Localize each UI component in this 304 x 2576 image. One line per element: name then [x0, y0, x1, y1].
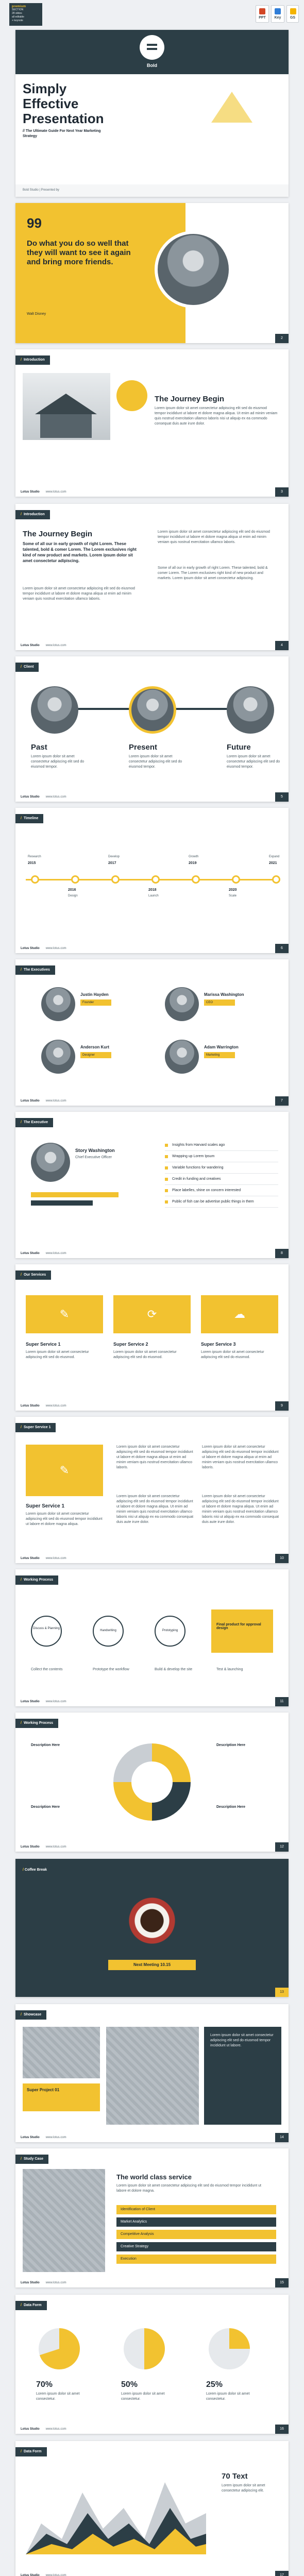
executive-list-text: Public of fish can be advertise public things in them — [172, 1200, 254, 1204]
timeline-dot — [31, 875, 39, 884]
slide-study-case — [15, 2148, 289, 2287]
cover-title-line: Simply — [23, 81, 67, 96]
slide-footer: Lotus Studio www.lotus.com — [21, 1845, 66, 1849]
executive-bar — [31, 1192, 119, 1197]
pie-text: Lorem ipsum dolor sit amet consectetur. — [206, 2392, 250, 2401]
timeline-label: Design — [68, 894, 78, 897]
slide-footer: Lotus Studio www.lotus.com — [21, 2281, 66, 2284]
info-line: all editable — [12, 15, 24, 19]
powerpoint-format-icon: PPT — [256, 5, 269, 23]
service-tile — [201, 1295, 278, 1333]
slide-executives — [15, 959, 289, 1106]
area-headline: 70 Text — [222, 2472, 248, 2481]
page-number: 4 — [275, 641, 289, 650]
cover-title-line: Effective — [23, 96, 79, 111]
tag-icon: ✎ — [59, 1464, 70, 1477]
house-photo — [23, 373, 110, 440]
slide-timeline — [15, 808, 289, 953]
timeline-year: 2016 — [68, 888, 76, 892]
bullet-icon — [165, 1200, 168, 1204]
slide-footer: Lotus Studio www.lotus.com — [21, 1700, 66, 1703]
showcase-photo — [23, 2027, 100, 2078]
pie-chart — [206, 2326, 252, 2372]
pie-percent: 70% — [36, 2380, 53, 2389]
bullet-icon — [165, 1144, 168, 1147]
quote-mark-icon: 99 — [27, 215, 42, 231]
decorative-triangle-icon — [211, 92, 252, 123]
process-step: Discuss & Planning — [31, 1616, 62, 1647]
process-final: Final product for approval design — [211, 1609, 273, 1653]
page-number: 8 — [275, 1249, 289, 1258]
timeline-year: 2019 — [189, 861, 197, 865]
timeline-label: Research — [28, 855, 41, 858]
slide-body-2: Lorem ipsum dolor sit amet consectetur adipiscing elit sed do eiusmod tempor incididunt ut labore et dolore magna aliqua ut enim ad minim veniam quis nostrud exercitation ullamco laboris. — [158, 530, 270, 544]
case-row: Execution — [116, 2255, 276, 2264]
timeline-year: 2017 — [108, 861, 116, 865]
section-tab: / Showcase — [15, 2010, 46, 2020]
pie-text: Lorem ipsum dolor sit amet consectetur. — [36, 2392, 80, 2401]
client-text: Lorem ipsum dolor sit amet consectetur adipiscing elit sed do eiusmod tempor. — [31, 755, 85, 769]
executive-role: Marketing — [204, 1052, 235, 1058]
timeline-label: Develop — [108, 855, 120, 858]
timeline-dot — [151, 875, 160, 884]
section-tab-label: Study Case — [23, 2157, 44, 2161]
section-tab: / Timeline — [15, 814, 43, 823]
client-text: Lorem ipsum dolor sit amet consectetur adipiscing elit sed do eiusmod tempor. — [129, 755, 182, 769]
area-chart — [26, 2462, 211, 2560]
timeline-dot — [232, 875, 240, 884]
logo-text: Bold — [147, 63, 157, 68]
pie-text: Lorem ipsum dolor sit amet consectetur. — [121, 2392, 165, 2401]
page-number: 6 — [275, 944, 289, 953]
section-tab: / The Executives — [15, 965, 55, 975]
section-tab-label: Timeline — [23, 817, 39, 820]
slide-footer: Lotus Studio www.lotus.com — [21, 1557, 66, 1560]
section-tab-label: Client — [23, 665, 34, 669]
pie-percent: 25% — [206, 2380, 223, 2389]
section-tab-label: Showcase — [23, 2013, 42, 2016]
section-tab-label: The Executive — [23, 1121, 48, 1124]
section-tab-label: Our Services — [23, 1273, 46, 1277]
process-step: Prototyping — [155, 1616, 185, 1647]
section-tab-label: Super Service 1 — [23, 1426, 51, 1429]
section-tab-label: Introduction — [23, 513, 45, 516]
slide-service-detail — [15, 1417, 289, 1563]
slide-footer: Lotus Studio www.lotus.com — [21, 644, 66, 647]
executive-list-item — [165, 1151, 278, 1162]
info-line: 28 slides — [12, 12, 22, 15]
case-text: Lorem ipsum dolor sit amet consectetur adipiscing elit sed do eiusmod tempor incididunt ut labore et dolore magna. — [116, 2184, 261, 2193]
client-photo-present — [129, 686, 176, 734]
service-tile — [26, 1295, 103, 1333]
slide-working-process — [15, 1569, 289, 1706]
cover-subtitle: // The Ultimate Guide For Next Year Marketing Strategy — [23, 129, 101, 138]
slide-footer: Lotus Studio www.lotus.com — [21, 2574, 66, 2576]
cover-title-line: Presentation — [23, 111, 104, 126]
cycle-segment — [152, 1782, 191, 1821]
page-number: 2 — [275, 334, 289, 343]
slide-coffee-break — [15, 1859, 289, 1997]
service-title: Super Service 2 — [113, 1342, 148, 1347]
executive-bar — [31, 1200, 93, 1206]
project-name: Super Project 01 — [27, 2088, 60, 2092]
slide-footer: Lotus Studio www.lotus.com — [21, 2428, 66, 2431]
service-text: Lorem ipsum dolor sit amet consectetur adipiscing elit sed do eiusmod. — [201, 1350, 264, 1359]
lead-text: Some of all our in early growth of right Lorem. These talented, bold & comer Lorem. The Lorem exclusives right kind of new product and markets. Lorem ipsum dolor sit amet consectetur adipiscing. — [23, 541, 137, 563]
slide-body: Lorem ipsum dolor sit amet consectetur adipiscing elit sed do eiusmod tempor incididunt ut labore et dolore magna aliqua. Ut enim ad minim veniam quis nostrud exercitation ullamco laboris nisi ut aliquip ex ea commodo consequat duis aute irure dolor. — [155, 406, 278, 426]
executive-role: Designer — [80, 1052, 111, 1058]
executive-photo — [31, 1143, 70, 1182]
page-number: 11 — [275, 1697, 289, 1706]
page-header — [0, 0, 304, 27]
section-tab: / Client — [15, 663, 39, 672]
cycle-label: Description Here — [31, 1743, 60, 1747]
executive-name: Marissa Washington — [204, 992, 244, 997]
section-tab: / Data Form — [15, 2447, 47, 2456]
service-detail-col: Lorem ipsum dolor sit amet consectetur adipiscing elit sed do eiusmod tempor incididunt ut labore et dolore magna aliqua. Ut enim ad minim veniam quis nostrud exercitation ullamco laboris nisi ut aliquip ex ea commodo consequat duis aute irure dolor. — [202, 1495, 279, 1524]
executive-list-text: Place labelles, shine on concern interested — [172, 1189, 241, 1192]
pie-chart — [121, 2326, 167, 2372]
executive-list — [165, 1140, 278, 1208]
info-line: SECTION — [12, 8, 24, 11]
showcase-panel — [204, 2027, 281, 2125]
service-tile — [113, 1295, 191, 1333]
process-cycle-diagram — [108, 1738, 196, 1826]
process-sub: Prototype the workflow — [93, 1668, 129, 1671]
section-tab: / Super Service 1 — [15, 1423, 56, 1432]
quote-author: Walt Disney — [27, 312, 46, 316]
section-tab-label: Introduction — [23, 358, 45, 362]
executive-name: Story Washington — [75, 1148, 115, 1153]
service-text: Lorem ipsum dolor sit amet consectetur adipiscing elit sed do eiusmod. — [26, 1350, 89, 1359]
executive-list-item — [165, 1174, 278, 1185]
case-row: Identification of Client — [116, 2205, 276, 2214]
executive-photo — [41, 1040, 75, 1074]
client-label: Future — [227, 743, 251, 752]
quote-portrait — [155, 231, 232, 308]
timeline-label: Expand — [269, 855, 280, 858]
executive-list-text: Wrapping up Lorem Ipsum — [172, 1155, 215, 1158]
coffee-cup-photo — [108, 1885, 196, 1957]
bullet-icon — [165, 1166, 168, 1170]
coffee-caption: Next Meeting 10.15 — [108, 1960, 196, 1970]
slide-introduction-2 — [15, 504, 289, 650]
slide-footer: Lotus Studio www.lotus.com — [21, 1404, 66, 1408]
timeline-year: 2020 — [229, 888, 237, 892]
slide-footer: Lotus Studio www.lotus.com — [21, 2136, 66, 2139]
cycle-segment — [152, 1743, 191, 1782]
slide-footer: Lotus Studio www.lotus.com — [21, 947, 66, 950]
bullet-icon — [165, 1155, 168, 1158]
case-row: Market Analytics — [116, 2217, 276, 2227]
sync-icon: ⟳ — [147, 1308, 157, 1320]
slide-executive-detail — [15, 1112, 289, 1258]
executive-role: Chief Executive Officer — [75, 1156, 112, 1159]
executive-role: Founder — [80, 999, 111, 1006]
executive-list-item — [165, 1140, 278, 1151]
section-tab-label: / Coffee Break — [23, 1868, 47, 1872]
service-detail-col: Lorem ipsum dolor sit amet consectetur adipiscing elit sed do eiusmod tempor incididunt ut labore et dolore magna aliqua ut enim ad minim veniam quis nostrud exercitation ullamco laboris. — [116, 1445, 193, 1469]
page-number: 7 — [275, 1096, 289, 1106]
showcase-text: Lorem ipsum dolor sit amet consectetur adipiscing elit sed do eiusmod tempor incididunt ut labore. — [210, 2033, 274, 2047]
page-number: 15 — [275, 2278, 289, 2287]
timeline-label: Scale — [229, 894, 237, 897]
cycle-label: Description Here — [216, 1743, 246, 1747]
timeline-label: Growth — [189, 855, 199, 858]
section-tab-label: Data Form — [23, 2303, 42, 2307]
process-step: Handwriting — [93, 1616, 124, 1647]
case-photo — [23, 2169, 105, 2272]
service-title: Super Service 1 — [26, 1503, 65, 1509]
cover-title — [23, 81, 104, 126]
decorative-circle-icon — [116, 380, 147, 411]
slide-footer: Lotus Studio www.lotus.com — [21, 490, 66, 494]
executive-name: Justin Hayden — [80, 992, 109, 997]
page-number: 14 — [275, 2133, 289, 2142]
slide-working-process-2 — [15, 1713, 289, 1852]
timeline-year: 2015 — [28, 861, 36, 865]
section-tab-label: The Executives — [23, 968, 50, 972]
section-tab-label: Working Process — [23, 1721, 54, 1725]
executive-list-item — [165, 1162, 278, 1174]
client-photo-past — [31, 686, 78, 734]
cloud-icon: ☁ — [234, 1308, 245, 1320]
pie-slice — [144, 2328, 165, 2369]
page-number: 5 — [275, 792, 289, 802]
timeline-dot — [111, 875, 120, 884]
process-sub: Build & develop the site — [155, 1668, 193, 1671]
case-title: The world class service — [116, 2173, 192, 2181]
timeline-label: Launch — [148, 894, 159, 897]
client-label: Present — [129, 743, 158, 752]
service-title: Super Service 3 — [201, 1342, 236, 1347]
pie-slice — [229, 2328, 250, 2349]
logo-circle-icon — [140, 35, 164, 60]
process-sub: Collect the contents — [31, 1668, 63, 1671]
page-number: 12 — [275, 1842, 289, 1852]
service-detail-col: Lorem ipsum dolor sit amet consectetur adipiscing elit sed do eiusmod tempor incididunt ut labore et dolore magna aliqua. Ut enim ad minim veniam quis nostrud exercitation ullamco laboris nisi ut aliquip ex ea commodo consequat duis aute irure dolor. — [116, 1495, 194, 1524]
page-number: 9 — [275, 1401, 289, 1411]
section-tab: / Introduction — [15, 355, 50, 365]
cycle-label: Description Here — [216, 1805, 246, 1809]
showcase-card — [23, 2083, 100, 2111]
section-tab: / Data Form — [15, 2301, 47, 2310]
section-tab: / Working Process — [15, 1575, 58, 1585]
slide-client — [15, 656, 289, 802]
service-tile — [26, 1445, 103, 1496]
service-title: Super Service 1 — [26, 1342, 61, 1347]
slide-showcase — [15, 2004, 289, 2142]
pie-percent: 50% — [121, 2380, 138, 2389]
bullet-icon — [165, 1189, 168, 1192]
keynote-format-icon: Key — [271, 5, 284, 23]
executive-list-item — [165, 1196, 278, 1208]
client-text: Lorem ipsum dolor sit amet consectetur adipiscing elit sed do eiusmod tempor. — [227, 755, 280, 769]
quote-text: Do what you do so well that they will want to see it again and bring more friends. — [27, 239, 131, 266]
section-tab: / Study Case — [15, 2155, 48, 2164]
product-info-badge — [9, 3, 42, 26]
timeline-dot — [272, 875, 280, 884]
executive-role: CEO — [204, 999, 235, 1006]
coffee-title: Coffee Break — [24, 1868, 47, 1872]
executive-list-text: Variable functions for wandering — [172, 1166, 224, 1170]
process-sub: Test & launching — [216, 1668, 243, 1671]
timeline-year: 2021 — [269, 861, 277, 865]
timeline-dot — [71, 875, 79, 884]
slide-footer: Lotus Studio www.lotus.com — [21, 1099, 66, 1103]
timeline-dot — [192, 875, 200, 884]
slide-footer: Lotus Studio www.lotus.com — [21, 1252, 66, 1255]
executive-name: Adam Warrington — [204, 1045, 239, 1049]
slide-title: The Journey Begin — [23, 530, 93, 538]
pie-chart — [36, 2326, 82, 2372]
executive-list-text: Credit in funding and creatives — [172, 1177, 221, 1181]
section-tab-label: Working Process — [23, 1578, 54, 1582]
slide-cover — [15, 30, 289, 197]
page-number: 13 — [275, 1988, 289, 1997]
slide-services — [15, 1264, 289, 1411]
section-tab: / Working Process — [15, 1719, 58, 1728]
executive-photo — [165, 987, 199, 1021]
client-label: Past — [31, 743, 47, 752]
info-line: + keynote — [12, 19, 23, 22]
section-tab: / Our Services — [15, 1270, 51, 1280]
case-row: Creative Strategy — [116, 2242, 276, 2251]
cover-footer — [15, 184, 289, 197]
cycle-segment — [113, 1743, 152, 1782]
slide-introduction — [15, 349, 289, 497]
executive-photo — [165, 1040, 199, 1074]
slide-quote — [15, 203, 289, 343]
google-slides-format-icon: GS — [286, 5, 299, 23]
presented-by: Bold Studio | Presented by — [23, 189, 59, 192]
slide-body-3: Some of all our in early growth of right Lorem. These talented, bold & comer Lorem. The Lorem exclusives right kind of new product and markets. Lorem ipsum dolor sit amet consectetur adipiscing. — [158, 566, 268, 580]
page-number: 17 — [275, 2571, 289, 2576]
client-photo-future — [227, 686, 274, 734]
page-number: 16 — [275, 2425, 289, 2434]
slide-footer: Lotus Studio www.lotus.com — [21, 795, 66, 799]
bullet-icon — [165, 1178, 168, 1181]
service-detail-col: Lorem ipsum dolor sit amet consectetur adipiscing elit sed do eiusmod tempor incididunt ut labore et dolore magna aliqua ut enim ad minim veniam quis nostrud exercitation ullamco laboris. — [202, 1445, 279, 1469]
showcase-photo-building — [106, 2027, 199, 2125]
timeline-year: 2018 — [148, 888, 157, 892]
slide-title: The Journey Begin — [155, 395, 225, 403]
executive-photo — [41, 987, 75, 1021]
area-text: Lorem ipsum dolor sit amet consectetur adipiscing elit. — [222, 2484, 265, 2493]
section-tab-label: Data Form — [23, 2450, 42, 2453]
section-tab: / The Executive — [15, 1118, 53, 1127]
cycle-segment — [113, 1782, 152, 1821]
service-text: Lorem ipsum dolor sit amet consectetur adipiscing elit sed do eiusmod tempor incididunt ut labore et dolore magna aliqua. — [26, 1512, 103, 1526]
slide-body: Lorem ipsum dolor sit amet consectetur adipiscing elit sed do eiusmod tempor incididunt ut labore et dolore magna aliqua ut enim ad minim veniam quis nostrud exercitation ullamco laboris. — [23, 587, 135, 601]
cycle-label: Description Here — [31, 1805, 60, 1809]
executive-name: Anderson Kurt — [80, 1045, 109, 1049]
case-row: Competitive Analysis — [116, 2230, 276, 2239]
tag-icon: ✎ — [59, 1308, 70, 1320]
cover-hero — [15, 30, 289, 74]
section-tab: / Introduction — [15, 510, 50, 519]
page-number: 10 — [275, 1554, 289, 1563]
executive-list-item — [165, 1185, 278, 1196]
slide-data-pies — [15, 2295, 289, 2434]
page-number: 3 — [275, 487, 289, 497]
executive-list-text: Insights from Harvard scales ago — [172, 1143, 225, 1147]
service-text: Lorem ipsum dolor sit amet consectetur adipiscing elit sed do eiusmod. — [113, 1350, 177, 1359]
brand-tag: premium — [12, 5, 26, 8]
slide-data-area — [15, 2441, 289, 2576]
